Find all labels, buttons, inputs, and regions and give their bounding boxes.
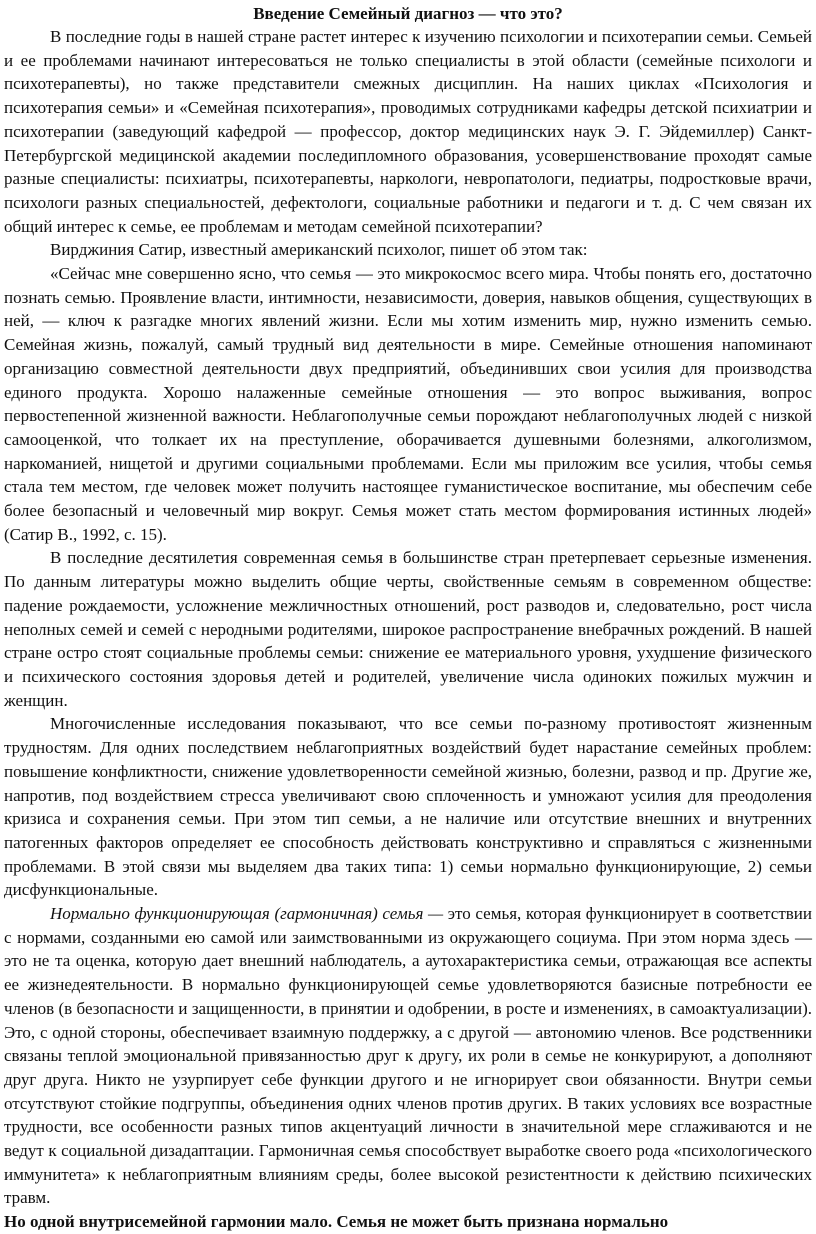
paragraph-normal-family — [4, 902, 812, 1210]
paragraph-research: Многочисленные исследования показывают, что все семьи по-разному противостоят жизненным трудностям. Для одних последствием неблагоприятных воздействий будет нарастание семейных проблем: повышение конфликтности, снижение удовлетворенности семейной жизнью, болезни, развод и пр. Другие же, напротив, под воздействием стресса увеличивают свою сплоченность и умножают усилия для преодоления кризиса и сохранения семьи. При этом тип семьи, а не наличие или отсутствие внешних и внутренних патогенных факторов определяет ее способность действовать конструктивно и справляться с жизненными проблемами. В этой связи мы выделяем два таких типа: 1) семьи нормально функционирующие, 2) семьи дисфункциональные. — [4, 714, 812, 900]
paragraph-satir-quote: «Сейчас мне совершенно ясно, что семья — это микрокосмос всего мира. Чтобы понять его, достаточно познать семью. Проявление власти, интимности, независимости, доверия, навыков общения, существующих в ней, — ключ к разгадке многих явлений жизни. Если мы хотим изменить мир, нужно изменить семью. Семейная жизнь, пожалуй, самый трудный вид деятельности в мире. Семейные отношения напоминают организацию совместной деятельности двух предприятий, объединивших свои усилия для производства единого продукта. Хорошо налаженные семейные отношения — это вопрос выживания, вопрос первостепенной жизненной важности. Неблагополучные семьи порождают неблагополучных людей с низкой самооценкой, что толкает их на преступление, оборачивается душевными болезнями, алкоголизмом, наркоманией, нищетой и другими социальными проблемами. Если мы приложим все усилия, чтобы семья стала тем местом, где человек может получить настоящее гуманистическое воспитание, мы обеспечим себе более безопасный и человечный мир вокруг. Семья может стать местом формирования истинных людей» (Сатир В., 1992, с. 15). — [4, 264, 812, 544]
paragraph-normal-family-text: это семья, которая функционирует в соответствии с нормами, созданными ею самой или заимствованными из окружающего социума. При этом норма здесь — это не та оценка, которую дает внешний наблюдатель, а аутохарактеристика семьи, отражающая все аспекты ее жизнедеятельности. В нормально функционирующей семье удовлетворяются базисные потребности ее членов (в безопасности и защищенности, в принятии и одобрении, в росте и изменениях, в самоактуализации). Это, с одной стороны, обеспечивает взаимную поддержку, а с другой — автономию членов. Все родственники связаны теплой эмоциональной привязанностью друг к другу, их роли в семье не конкурируют, а дополняют друг друга. Никто не узурпирует себе функции другого и не игнорирует свои обязанности. Внутри семьи отсутствуют стойкие подгруппы, объединения одних членов против других. В таких условиях все возрастные трудности, все особенности разных типов акцентуаций личности в значительной мере сглаживаются и не ведут к социальной дизадаптации. Гармоничная семья способствует выработке своего рода «психологического иммунитета» к неблагоприятным влияниям среды, более высокой резистентности к действию психических травм. — [4, 904, 812, 1208]
paragraph-modern-family: В последние десятилетия современная семья в большинстве стран претерпевает серьезные изменения. По данным литературы можно выделить общие черты, свойственные семьям в современном обществе: падение рождаемости, усложнение межличностных отношений, рост разводов и, следовательно, рост числа неполных семей и семей с неродными родителями, широкое распространение внебрачных рождений. В нашей стране остро стоят социальные проблемы семьи: снижение ее материального уровня, ухудшение физического и психического состояния здоровья детей и родителей, увеличение числа одиноких пожилых мужчин и женщин. — [4, 548, 812, 710]
term-normal-family: Нормально функционирующая (гармоничная) семья — — [50, 904, 444, 924]
document-title: Введение Семейный диагноз — что это? — [253, 4, 563, 23]
paragraph-satir-intro: Вирджиния Сатир, известный американский психолог, пишет об этом так: — [50, 240, 588, 260]
paragraph-intro: В последние годы в нашей стране растет интерес к изучению психологии и психотерапии семьи. Семьей и ее проблемами начинают интересоваться не только специалисты в этой области (семейные психологи и психотерапевты), но также представители смежных дисциплин. На наших циклах «Психология и психотерапия семьи» и «Семейная психотерапия», проводимых сотрудниками кафедры детской психиатрии и психотерапии (заведующий кафедрой — профессор, доктор медицинских наук Э. Г. Эйдемиллер) Санкт-Петербургской медицинской академии последипломного образования, усовершенствование проходят самые разные специалисты: психиатры, психотерапевты, наркологи, невропатологи, педиатры, подростковые врачи, психологи разных специальностей, дефектологи, социальные работники и педагоги и т. д. С чем связан их общий интерес к семье, ее проблемам и методам семейной психотерапии? — [4, 27, 812, 236]
paragraph-harmony: Но одной внутрисемейной гармонии мало. Семья не может быть признана нормально — [4, 1212, 669, 1232]
